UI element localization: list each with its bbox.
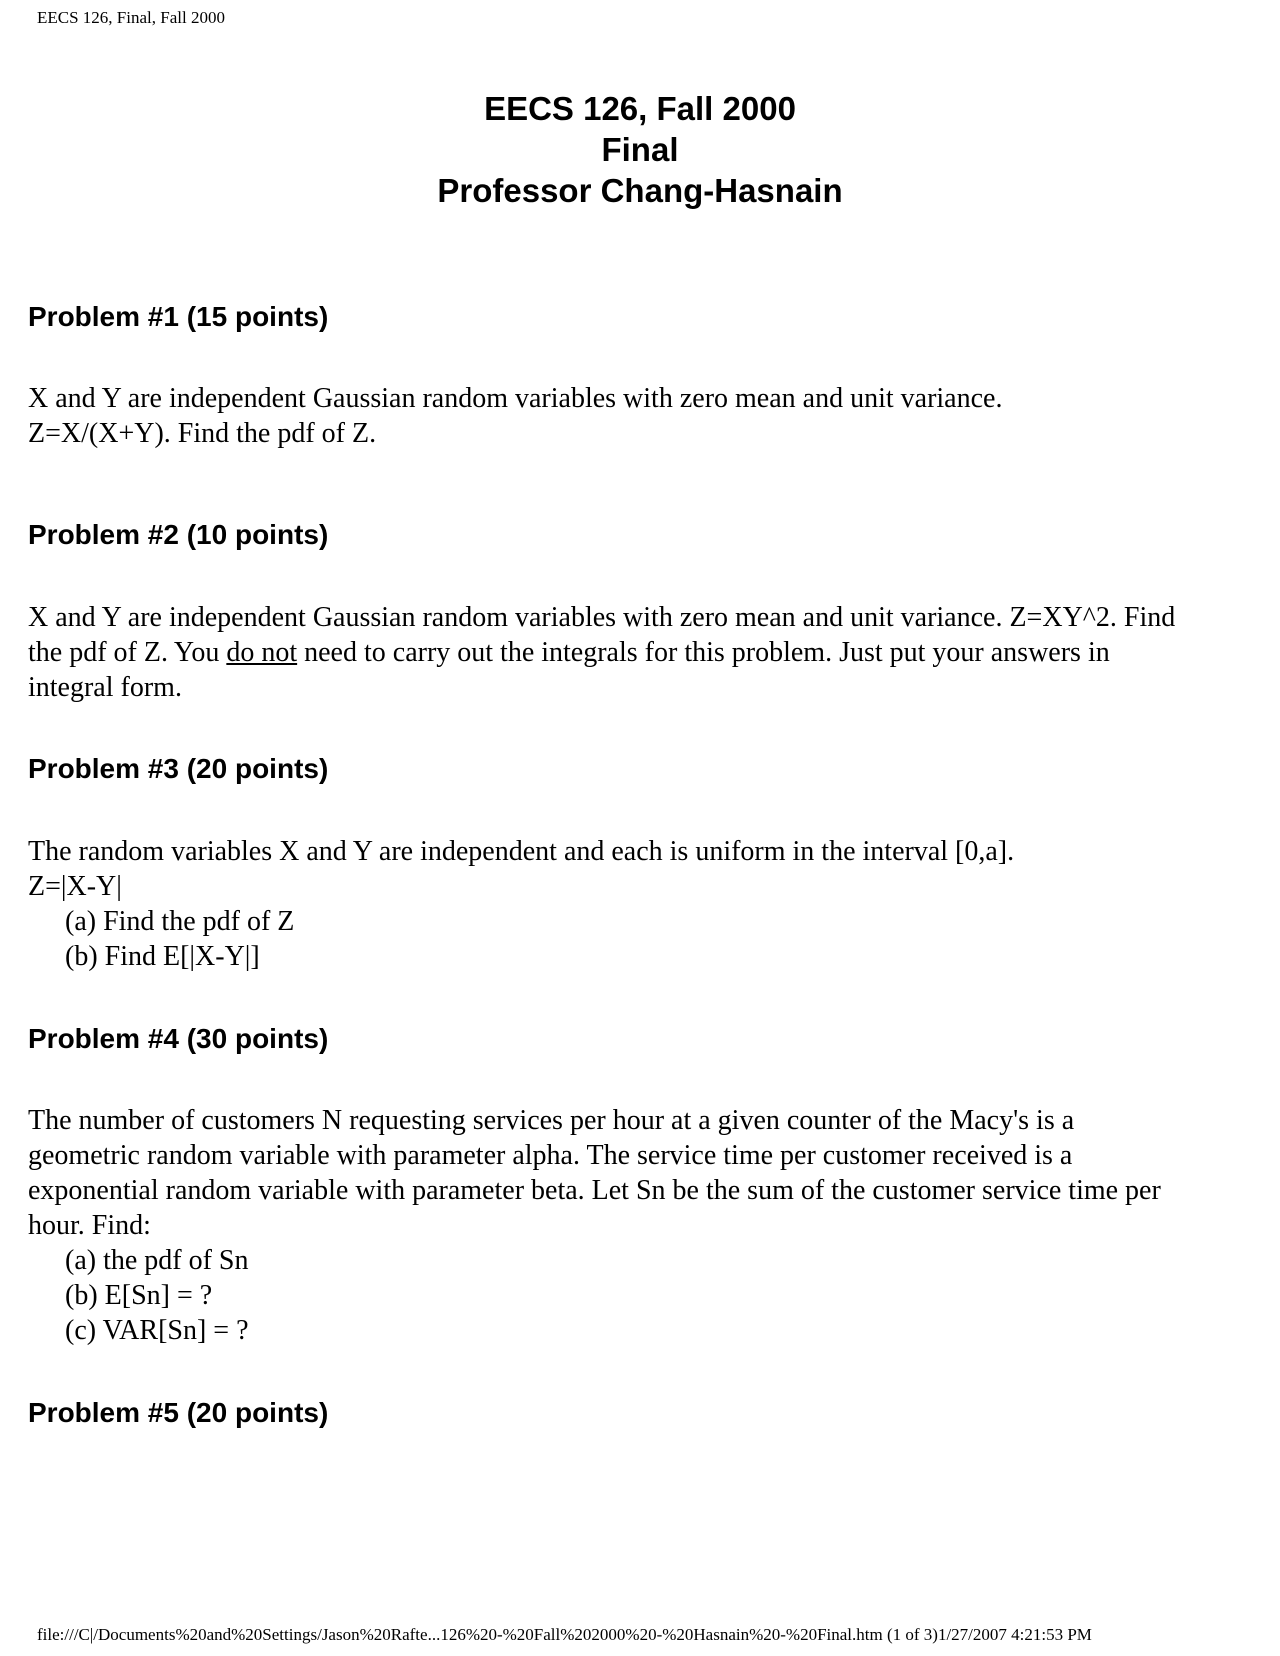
problem-1-line: Z=X/(X+Y). Find the pdf of Z. — [28, 418, 377, 449]
problem-3-part: (b) Find E[|X-Y|] — [65, 941, 260, 972]
problem-3-part: (a) Find the pdf of Z — [65, 906, 295, 937]
problem-1-body — [28, 381, 1238, 451]
problem-3-heading: Problem #3 (20 points) — [28, 753, 329, 784]
title-course: EECS 126, Fall 2000 — [484, 90, 796, 127]
page-title — [0, 88, 1280, 211]
problem-2-line: X and Y are independent Gaussian random variables with zero mean and unit variance. Z=XY^2. Find — [28, 602, 1176, 633]
emphasis-do-not: do not — [226, 637, 298, 668]
problem-4-line: The number of customers N requesting services per hour at a given counter of the Macy's is a — [28, 1105, 1075, 1136]
problem-4-line: exponential random variable with parameter beta. Let Sn be the sum of the customer service time per — [28, 1175, 1161, 1206]
problem-1-line: X and Y are independent Gaussian random variables with zero mean and unit variance. — [28, 383, 1003, 414]
problem-3-body — [28, 834, 1238, 974]
problem-4-body — [28, 1103, 1238, 1348]
problem-2-body — [28, 600, 1238, 705]
title-professor: Professor Chang-Hasnain — [437, 172, 843, 209]
problem-1-heading: Problem #1 (15 points) — [28, 301, 329, 332]
problem-2-line — [28, 635, 1238, 670]
problem-4-line: hour. Find: — [28, 1210, 151, 1241]
problem-2-text: the pdf of Z. You — [28, 637, 227, 668]
problem-4-part: (b) E[Sn] = ? — [65, 1280, 213, 1311]
problem-5-heading: Problem #5 (20 points) — [28, 1397, 329, 1428]
problem-4-heading: Problem #4 (30 points) — [28, 1023, 329, 1054]
problem-4-line: geometric random variable with parameter alpha. The service time per customer received is a — [28, 1140, 1073, 1171]
page-footer-url: file:///C|/Documents%20and%20Settings/Jason%20Rafte...126%20-%20Fall%202000%20-%20Hasnain%20-%20Final.htm (1 of 3)1/27/2007 4:21:53 PM — [37, 1625, 1092, 1644]
problem-2-line: integral form. — [28, 672, 182, 703]
problem-2-text: need to carry out the integrals for this problem. Just put your answers in — [297, 637, 1110, 668]
problem-4-part: (c) VAR[Sn] = ? — [65, 1315, 249, 1346]
problem-3-line: Z=|X-Y| — [28, 871, 122, 902]
running-header: EECS 126, Final, Fall 2000 — [37, 8, 225, 27]
problem-3-line: The random variables X and Y are independent and each is uniform in the interval [0,a]. — [28, 836, 1015, 867]
problem-2-heading: Problem #2 (10 points) — [28, 519, 329, 550]
title-exam: Final — [601, 131, 679, 168]
problem-4-part: (a) the pdf of Sn — [65, 1245, 249, 1276]
